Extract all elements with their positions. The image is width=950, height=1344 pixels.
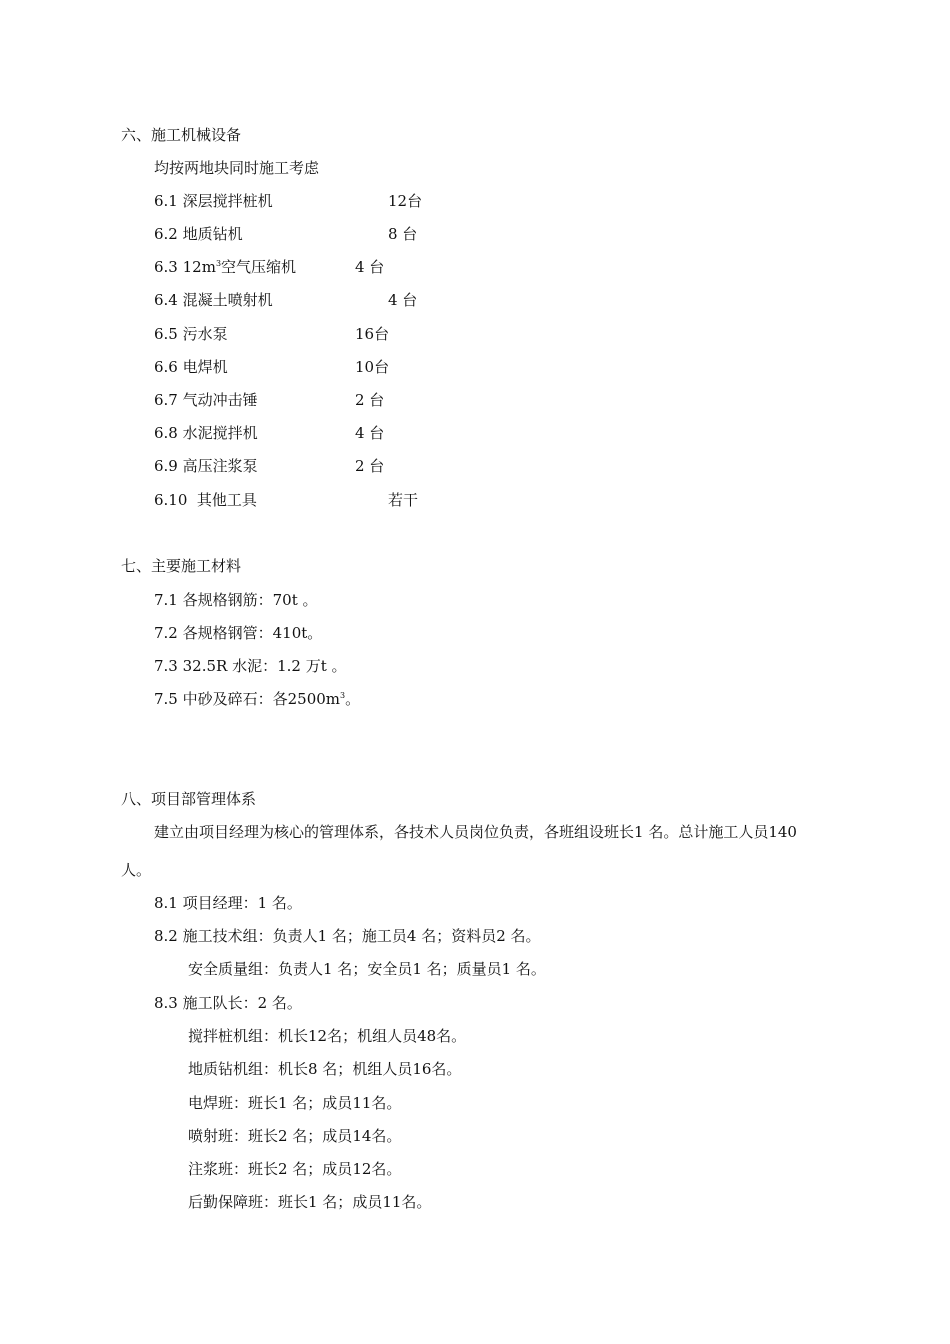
section-6-intro: 均按两地块同时施工考虑 <box>154 159 320 177</box>
equipment-item-label: 6.8 水泥搅拌机 <box>154 424 258 442</box>
equipment-item-qty: 4 台 <box>355 258 385 276</box>
material-item: 7.3 32.5R 水泥：1.2 万t 。 <box>154 657 347 675</box>
staff-subitem: 地质钻机组：机长8 名；机组人员16名。 <box>188 1060 462 1078</box>
equipment-item-label: 6.6 电焊机 <box>154 358 228 376</box>
section-8-paragraph-line2: 人。 <box>121 861 152 879</box>
section-8-heading: 八、项目部管理体系 <box>121 790 257 808</box>
equipment-item-qty: 10台 <box>355 358 390 376</box>
equipment-item-qty: 2 台 <box>355 457 385 475</box>
equipment-item-qty: 16台 <box>355 325 390 343</box>
staff-subitem: 安全质量组：负责人1 名；安全员1 名；质量员1 名。 <box>188 960 546 978</box>
superscript-unit: 3 <box>340 691 346 700</box>
equipment-label-text: 6.3 12m <box>154 258 216 276</box>
equipment-item-qty: 8 台 <box>388 225 418 243</box>
staff-item: 8.3 施工队长：2 名。 <box>154 994 302 1012</box>
equipment-label-text: 空气压缩机 <box>221 258 297 276</box>
equipment-item-label: 6.7 气动冲击锤 <box>154 391 258 409</box>
equipment-item-label: 6.4 混凝土喷射机 <box>154 291 273 309</box>
staff-subitem: 搅拌桩机组：机长12名；机组人员48名。 <box>188 1027 467 1045</box>
section-7-heading: 七、主要施工材料 <box>121 557 242 575</box>
equipment-item-label: 6.2 地质钻机 <box>154 225 243 243</box>
section-6-heading: 六、施工机械设备 <box>121 126 242 144</box>
equipment-item-qty: 12台 <box>388 192 423 210</box>
staff-item: 8.1 项目经理：1 名。 <box>154 894 302 912</box>
staff-subitem: 电焊班：班长1 名；成员11名。 <box>188 1094 402 1112</box>
material-text: 7.5 中砂及碎石：各2500m <box>154 690 341 708</box>
staff-subitem: 后勤保障班：班长1 名；成员11名。 <box>188 1193 432 1211</box>
equipment-item-qty: 2 台 <box>355 391 385 409</box>
equipment-item-qty: 若干 <box>388 491 419 509</box>
equipment-item-qty: 4 台 <box>388 291 418 309</box>
equipment-item-qty: 4 台 <box>355 424 385 442</box>
equipment-item-label: 6.9 高压注浆泵 <box>154 457 258 475</box>
equipment-item-label: 6.5 污水泵 <box>154 325 228 343</box>
material-text: 。 <box>345 690 361 708</box>
superscript-unit: 3 <box>215 259 222 268</box>
staff-subitem: 注浆班：班长2 名；成员12名。 <box>188 1160 402 1178</box>
staff-item: 8.2 施工技术组：负责人1 名；施工员4 名；资料员2 名。 <box>154 927 541 945</box>
equipment-item-label <box>154 257 296 277</box>
section-8-paragraph-line1: 建立由项目经理为核心的管理体系，各技术人员岗位负责，各班组设班长1 名。总计施工人员140 <box>154 823 797 841</box>
material-item: 7.1 各规格钢筋：70t 。 <box>154 591 318 609</box>
equipment-item-label: 6.10 其他工具 <box>154 491 257 509</box>
equipment-item-label: 6.1 深层搅拌桩机 <box>154 192 273 210</box>
material-item: 7.2 各规格钢管：410t。 <box>154 624 323 642</box>
material-item <box>154 689 360 709</box>
staff-subitem: 喷射班：班长2 名；成员14名。 <box>188 1127 402 1145</box>
